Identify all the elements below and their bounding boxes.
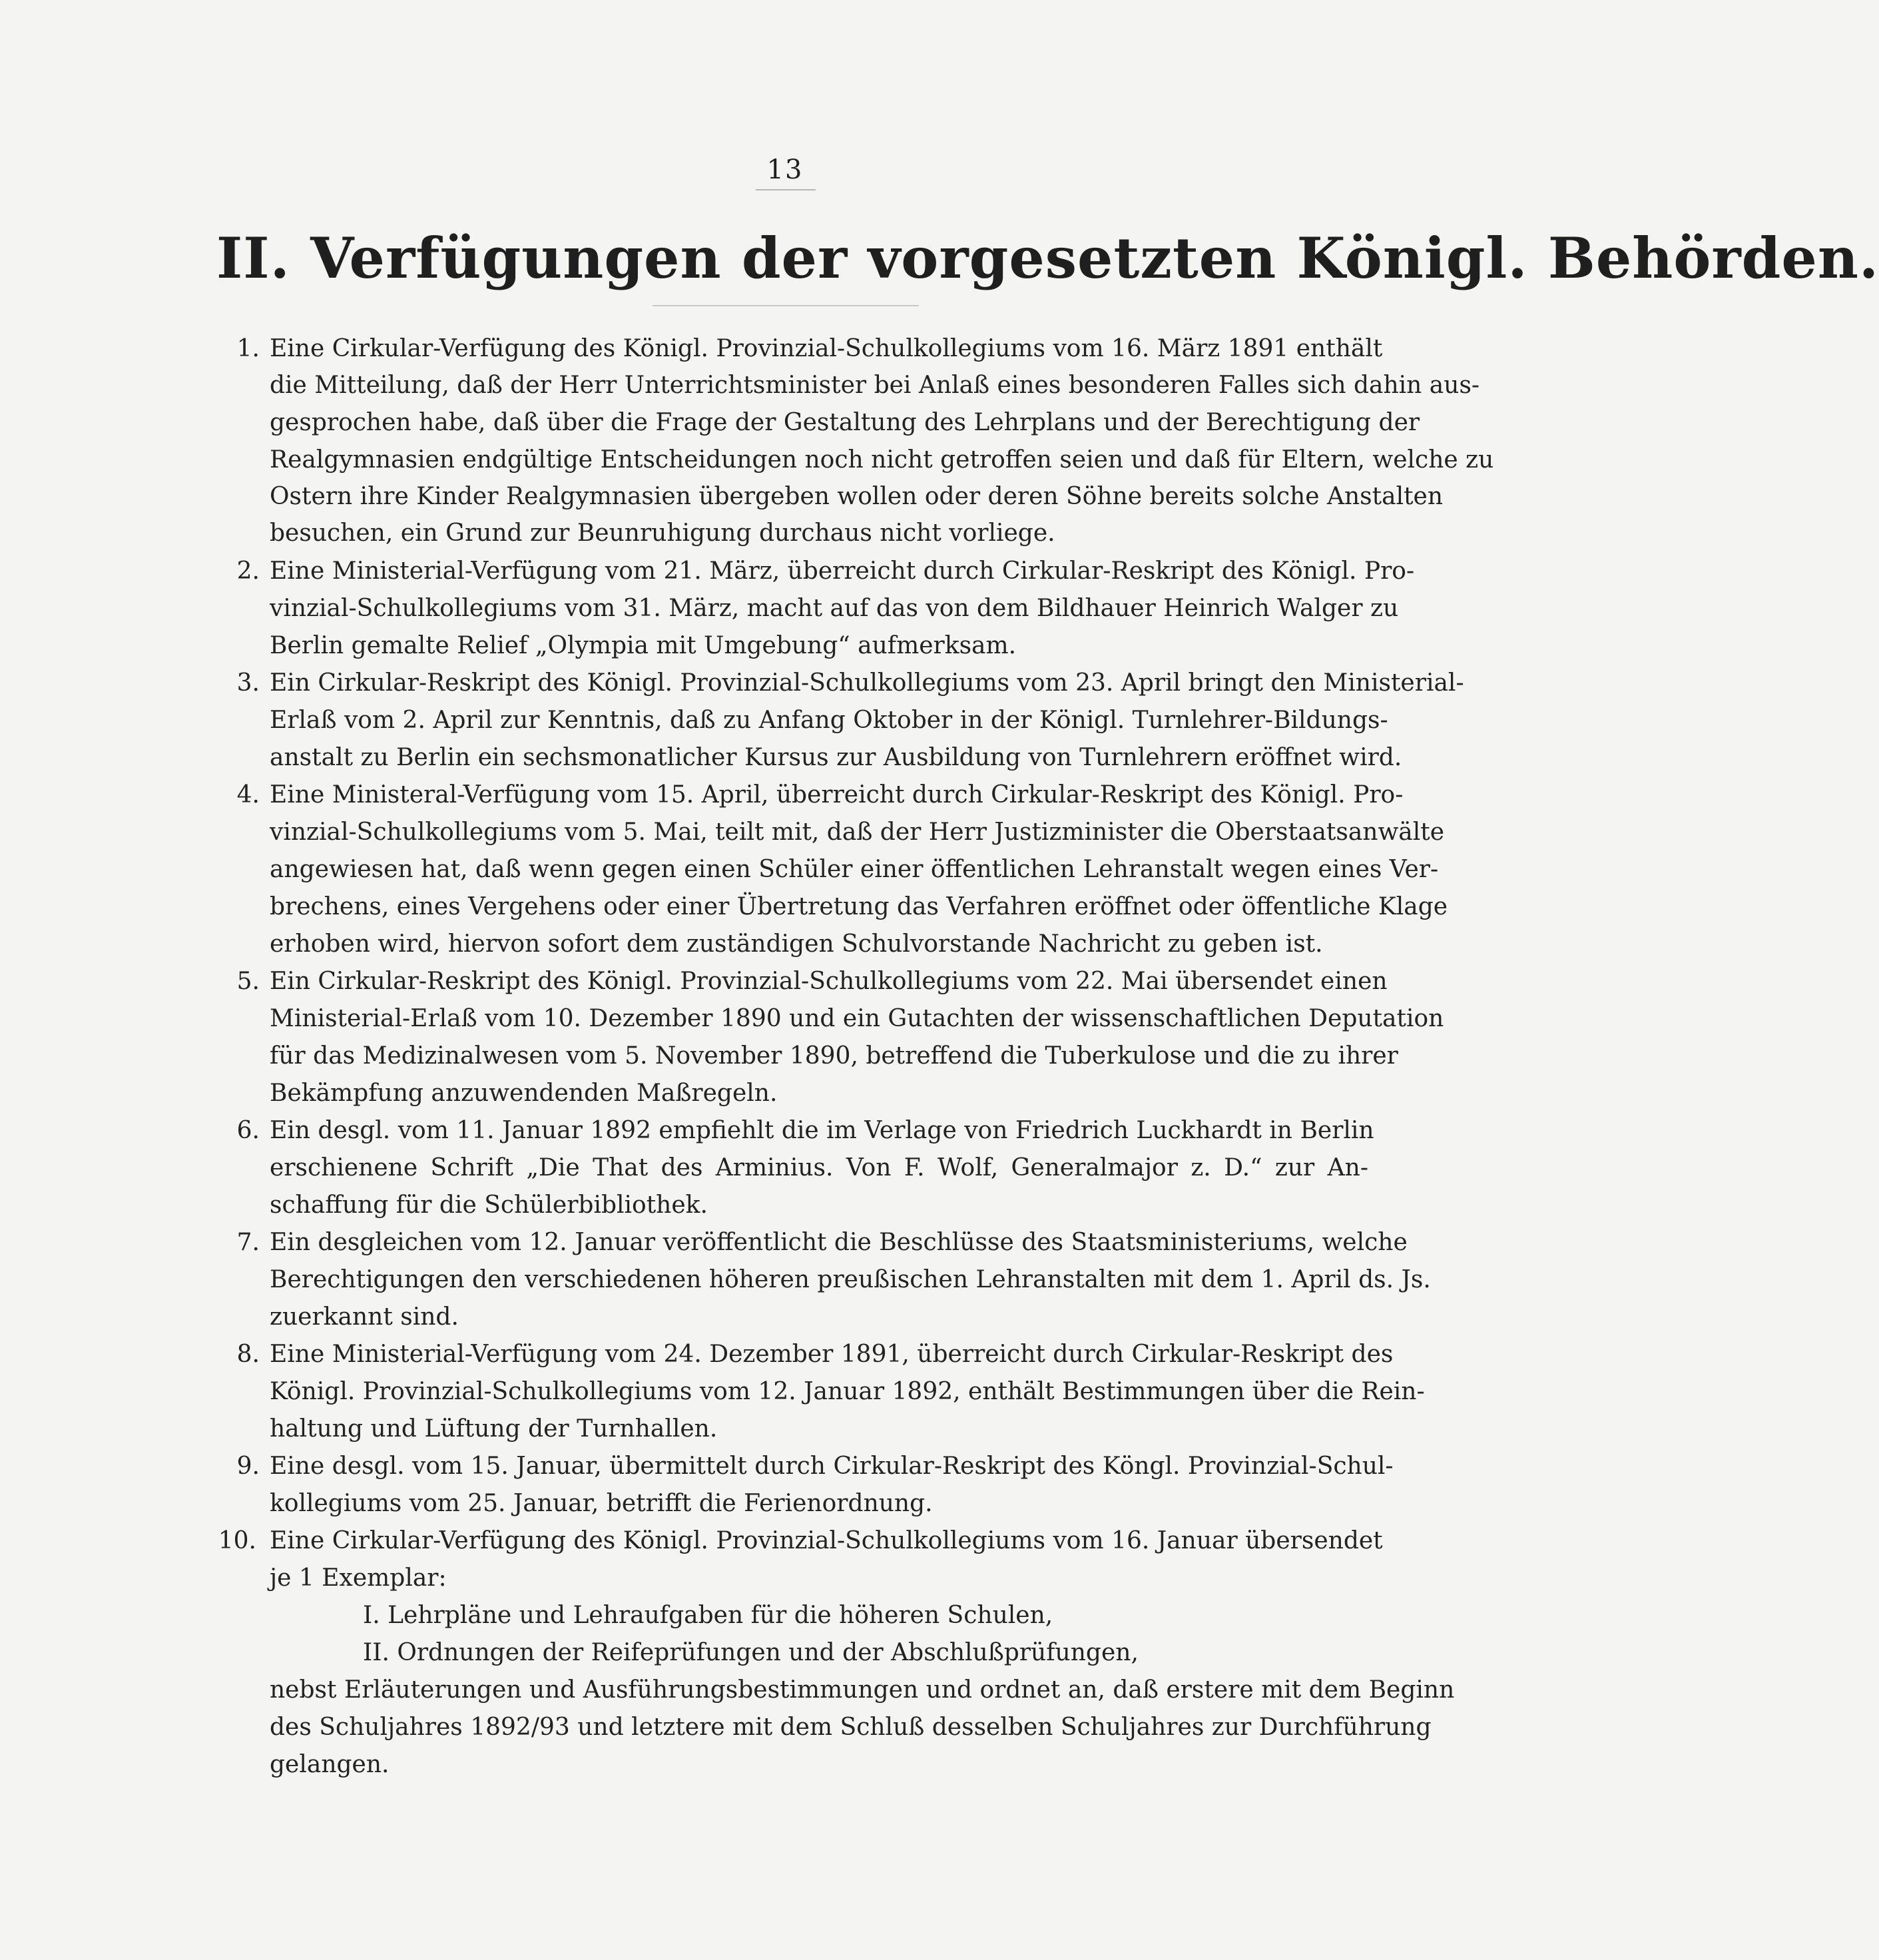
item-text-line: Berechtigungen den verschiedenen höheren preußischen Lehranstalten mit dem 1. April ds. Js. [270,1266,1431,1293]
item-text-line: Eine Cirkular-Verfügung des Königl. Provinzial-Schulkollegiums vom 16. Januar übersendet [270,1527,1383,1554]
item-text-line: Eine Ministerial-Verfügung vom 21. März, überreicht durch Cirkular-Reskript des Königl. Pro- [270,557,1415,585]
item-number: 8. [236,1341,260,1368]
item-number: 1. [236,335,260,362]
sub-item-line: II. Ordnungen der Reifeprüfungen und der Abschlußprüfungen, [363,1639,1139,1666]
item-number: 6. [236,1117,260,1144]
item-number: 5. [236,968,260,995]
item-text-line: Bekämpfung anzuwendenden Maßregeln. [270,1080,778,1107]
item-text-line: Eine Cirkular-Verfügung des Königl. Provinzial-Schulkollegiums vom 16. März 1891 enthält [270,335,1383,362]
tail-text-line: gelangen. [270,1751,390,1778]
item-text-line: Realgymnasien endgültige Entscheidungen noch nicht getroffen seien und daß für Eltern, welche zu [270,446,1494,474]
item-text-line: Erlaß vom 2. April zur Kenntnis, daß zu Anfang Oktober in der Königl. Turnlehrer-Bildungs- [270,707,1388,734]
item-text-line: vinzial-Schulkollegiums vom 5. Mai, teilt mit, daß der Herr Justizminister die Oberstaatsanwälte [270,818,1445,846]
item-number: 9. [236,1453,260,1480]
item-text-line: erhoben wird, hiervon sofort dem zuständigen Schulvorstande Nachricht zu geben ist. [270,930,1323,958]
item-text-line: Ministerial-Erlaß vom 10. Dezember 1890 und ein Gutachten der wissenschaftlichen Deputation [270,1005,1444,1032]
item-text-line: zuerkannt sind. [270,1303,459,1331]
item-text-line: Ein desgl. vom 11. Januar 1892 empfiehlt die im Verlage von Friedrich Luckhardt in Berlin [270,1117,1374,1144]
item-text-line: besuchen, ein Grund zur Beunruhigung durchaus nicht vorliege. [270,519,1055,547]
item-number: 10. [218,1527,256,1554]
item-number: 4. [236,781,260,809]
item-text-line: Eine Ministerial-Verfügung vom 24. Dezember 1891, überreicht durch Cirkular-Reskript des [270,1341,1394,1368]
item-text-line: Ostern ihre Kinder Realgymnasien übergeben wollen oder deren Söhne bereits solche Anstalten [270,483,1444,510]
tail-text-line: nebst Erläuterungen und Ausführungsbestimmungen und ordnet an, daß erstere mit dem Beginn [270,1676,1455,1704]
sub-item-line: I. Lehrpläne und Lehraufgaben für die höheren Schulen, [363,1602,1053,1629]
item-text-line: Berlin gemalte Relief „Olympia mit Umgebung“ aufmerksam. [270,632,1017,659]
item-text-line: schaffung für die Schülerbibliothek. [270,1191,708,1219]
item-text-line: die Mitteilung, daß der Herr Unterrichtsminister bei Anlaß eines besonderen Falles sich dahin aus- [270,372,1480,399]
item-text-line: gesprochen habe, daß über die Frage der Gestaltung des Lehrplans und der Berechtigung der [270,409,1420,436]
item-number: 7. [236,1229,260,1256]
item-text-line: haltung und Lüftung der Turnhallen. [270,1415,718,1443]
item-text-line: erschienene Schrift „Die That des Arminius. Von F. Wolf, Generalmajor z. D.“ zur An- [270,1154,1368,1181]
item-text-line: Eine Ministeral-Verfügung vom 15. April, überreicht durch Cirkular-Reskript des Königl. Pro- [270,781,1404,809]
top-divider [756,189,816,190]
tail-text-line: des Schuljahres 1892/93 und letztere mit dem Schluß desselben Schuljahres zur Durchführung [270,1714,1432,1741]
item-text-line: brechens, eines Vergehens oder einer Übertretung das Verfahren eröffnet oder öffentliche Klage [270,893,1448,920]
item-number: 2. [236,557,260,585]
heading-divider [653,305,919,306]
item-text-line: Ein desgleichen vom 12. Januar veröffentlicht die Beschlüsse des Staatsministeriums, welche [270,1229,1408,1256]
item-text-line: Königl. Provinzial-Schulkollegiums vom 12. Januar 1892, enthält Bestimmungen über die Rein- [270,1378,1425,1405]
item-text-line: kollegiums vom 25. Januar, betrifft die Ferienordnung. [270,1490,933,1517]
item-text-line: angewiesen hat, daß wenn gegen einen Schüler einer öffentlichen Lehranstalt wegen eines Ver- [270,856,1439,883]
item-text-line: je 1 Exemplar: [270,1564,447,1592]
page-number: 13 [766,155,804,185]
item-text-line: Eine desgl. vom 15. Januar, übermittelt durch Cirkular-Reskript des Köngl. Provinzial-Schul- [270,1453,1394,1480]
item-text-line: vinzial-Schulkollegiums vom 31. März, macht auf das von dem Bildhauer Heinrich Walger zu [270,595,1399,622]
item-number: 3. [236,669,260,697]
item-text-line: für das Medizinalwesen vom 5. November 1890, betreffend die Tuberkulose und die zu ihrer [270,1042,1398,1070]
item-text-line: anstalt zu Berlin ein sechsmonatlicher Kursus zur Ausbildung von Turnlehrern eröffnet wird. [270,744,1402,771]
section-heading: II. Verfügungen der vorgesetzten Königl. Behörden. [216,225,1879,291]
item-text-line: Ein Cirkular-Reskript des Königl. Provinzial-Schulkollegiums vom 22. Mai übersendet einen [270,968,1388,995]
item-text-line: Ein Cirkular-Reskript des Königl. Provinzial-Schulkollegiums vom 23. April bringt den Ministerial- [270,669,1464,697]
